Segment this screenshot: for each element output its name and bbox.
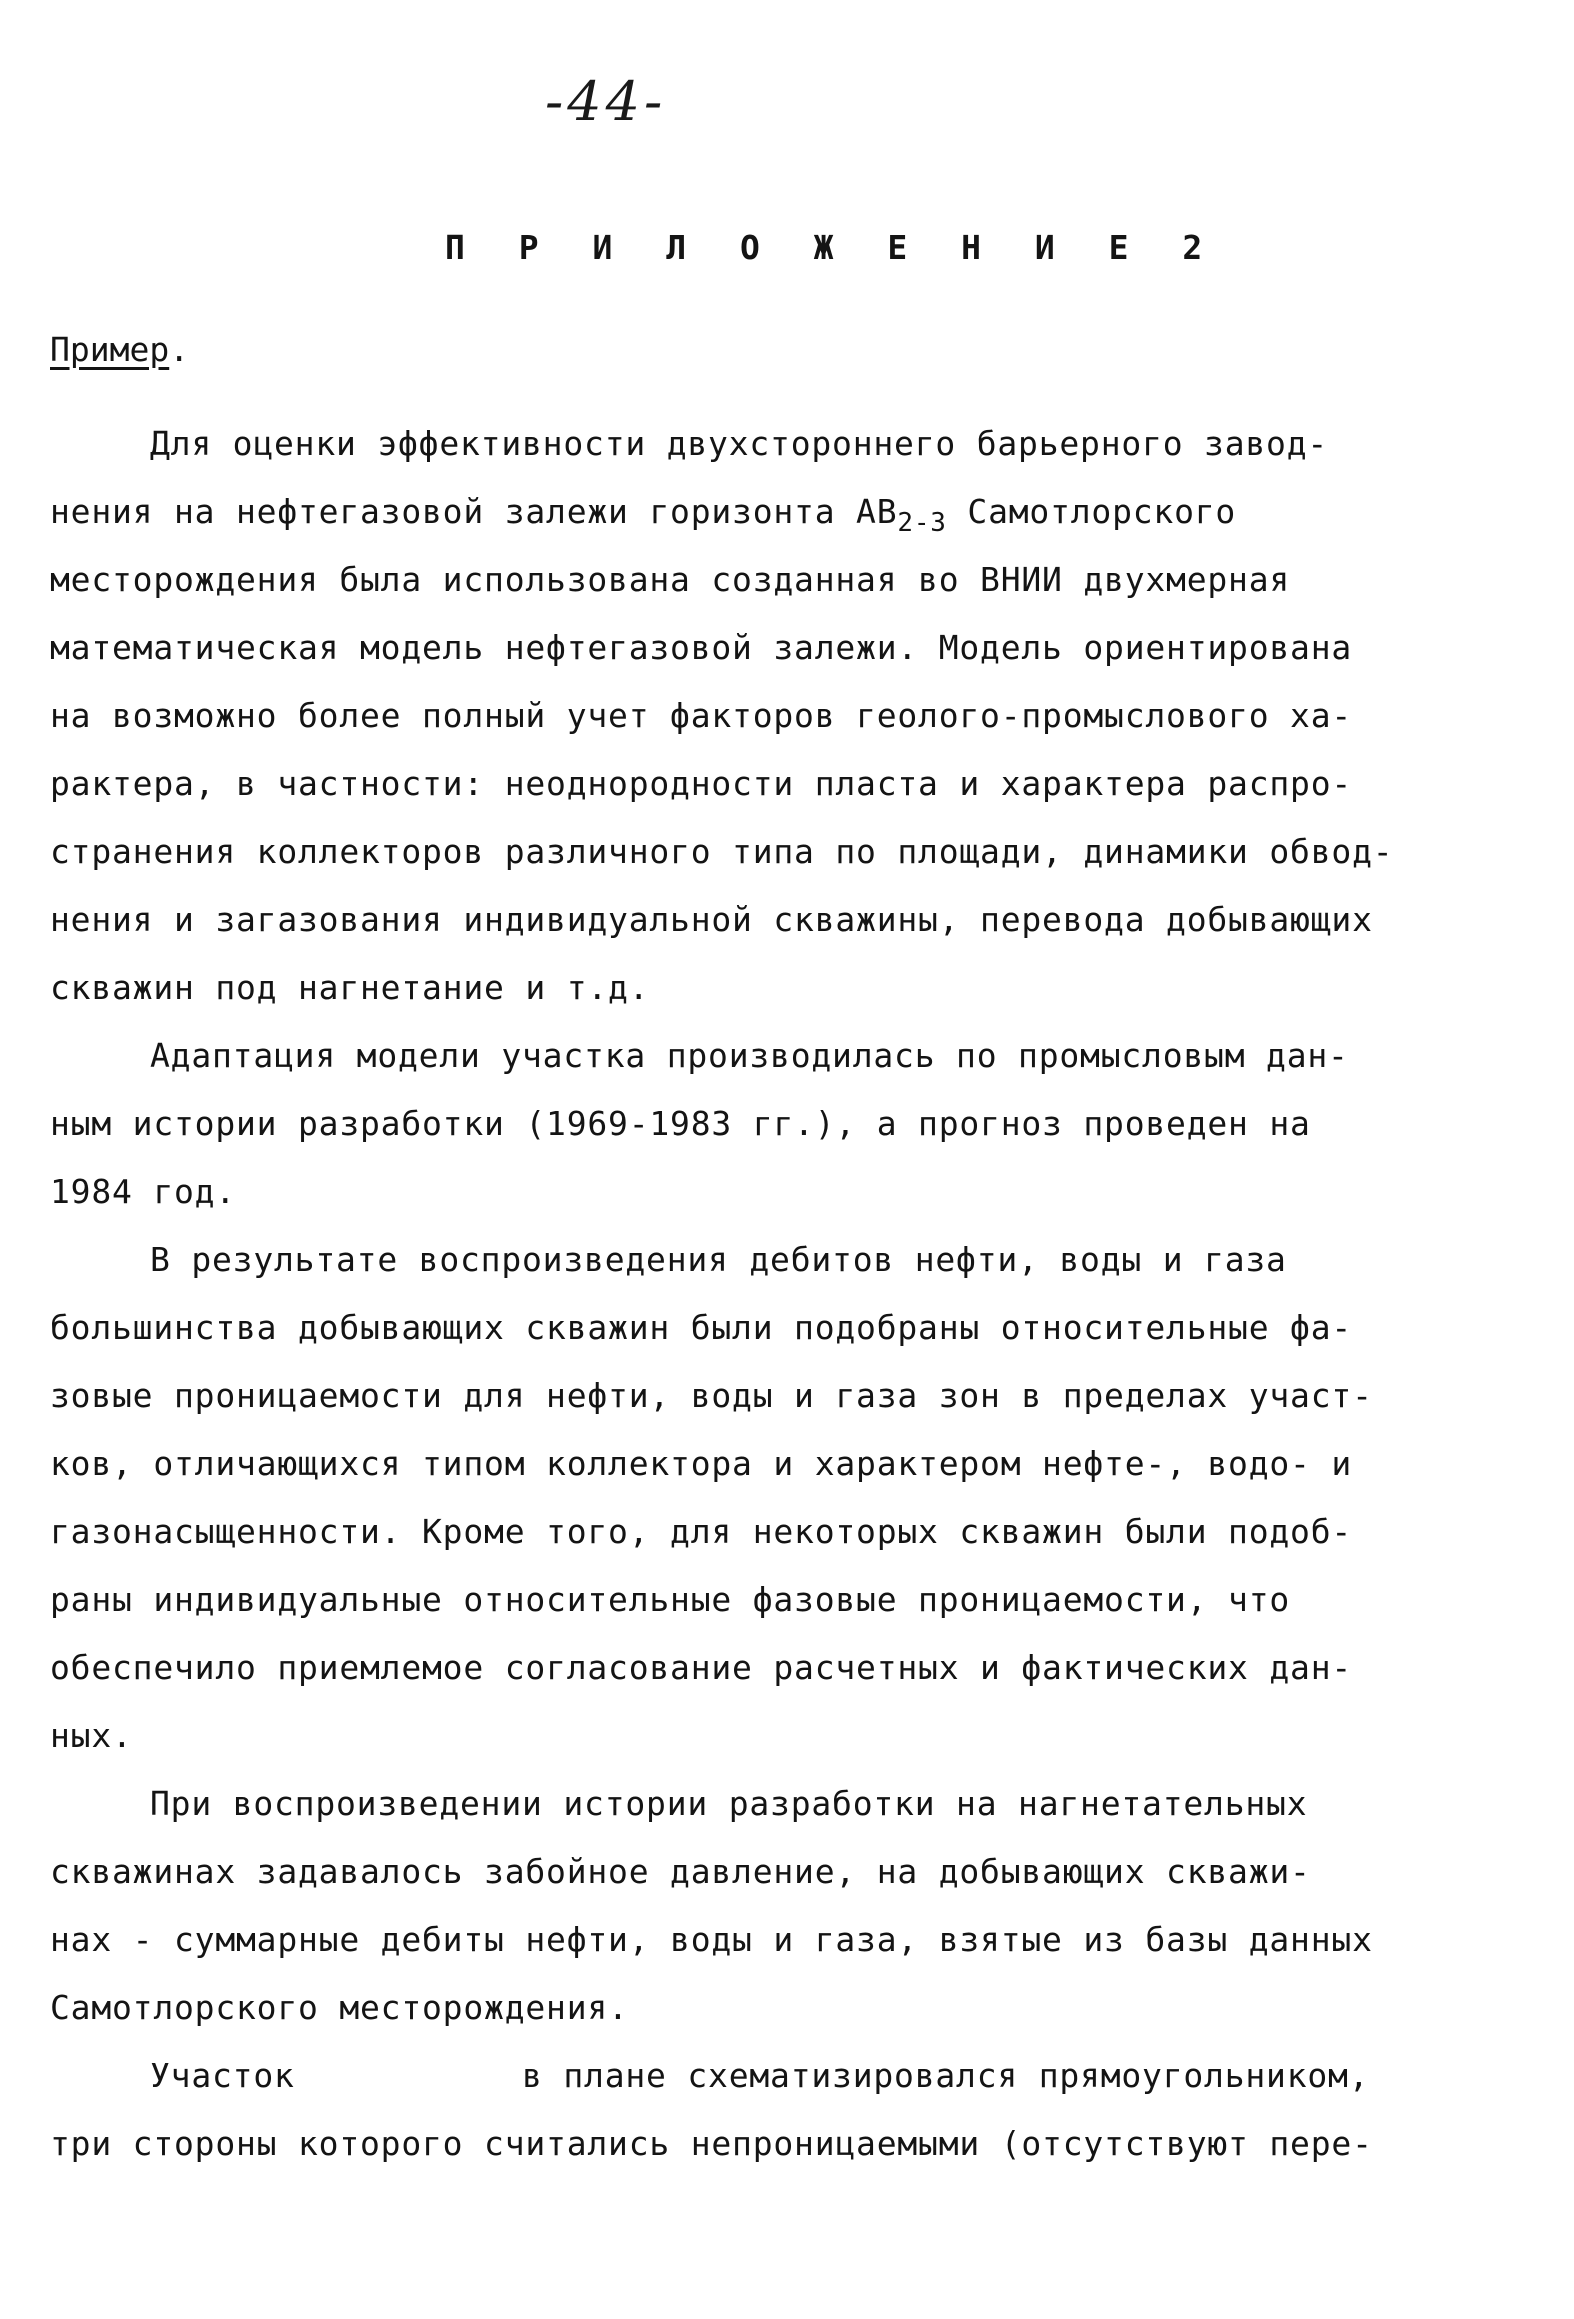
page-number: -44- bbox=[545, 70, 667, 133]
text-line: Участок в плане схематизировался прямоугольником, bbox=[150, 2056, 1370, 2095]
text-line: три стороны которого считались непроницаемыми (отсутствуют пере- bbox=[50, 2124, 1373, 2163]
text-line: на возможно более полный учет факторов геолого-промыслового ха- bbox=[50, 696, 1353, 735]
text-line: ков, отличающихся типом коллектора и характером нефте-, водо- и bbox=[50, 1444, 1353, 1483]
paragraph-4 bbox=[50, 1770, 1380, 2042]
horizon-subscript: 2-3 bbox=[897, 508, 947, 538]
text-line: нах - суммарные дебиты нефти, воды и газа, взятые из базы данных bbox=[50, 1920, 1373, 1959]
example-label-text: Пример bbox=[50, 330, 170, 369]
text-line: рактера, в частности: неоднородности пласта и характера распро- bbox=[50, 764, 1353, 803]
text-line: Для оценки эффективности двухстороннего барьерного завод- bbox=[150, 424, 1329, 463]
text-line: В результате воспроизведения дебитов нефти, воды и газа bbox=[150, 1240, 1287, 1279]
text-line: странения коллекторов различного типа по площади, динамики обвод- bbox=[50, 832, 1394, 871]
text-line: ным истории разработки (1969-1983 гг.), а прогноз проведен на bbox=[50, 1104, 1311, 1143]
paragraph-5 bbox=[50, 2042, 1380, 2178]
text-line: месторождения была использована созданная во ВНИИ двухмерная bbox=[50, 560, 1291, 599]
example-label-suffix: . bbox=[169, 330, 190, 369]
text-line: скважин под нагнетание и т.д. bbox=[50, 968, 650, 1007]
text-line: большинства добывающих скважин были подобраны относительные фа- bbox=[50, 1308, 1353, 1347]
text-line: математическая модель нефтегазовой залежи. Модель ориентирована bbox=[50, 628, 1353, 667]
example-label bbox=[50, 330, 189, 369]
text-line: газонасыщенности. Кроме того, для некоторых скважин были подоб- bbox=[50, 1512, 1353, 1551]
paragraph-1 bbox=[50, 410, 1394, 1022]
text-line-part: нения на нефтегазовой залежи горизонта АВ bbox=[50, 492, 898, 531]
text-line bbox=[50, 478, 1380, 546]
text-line: ных. bbox=[50, 1716, 133, 1755]
text-line: нения и загазования индивидуальной скважины, перевода добывающих bbox=[50, 900, 1373, 939]
text-line: При воспроизведении истории разработки на нагнетательных bbox=[150, 1784, 1308, 1823]
text-line: раны индивидуальные относительные фазовые проницаемости, что bbox=[50, 1580, 1291, 1619]
paragraph-3 bbox=[50, 1226, 1380, 1770]
text-line: обеспечило приемлемое согласование расчетных и фактических дан- bbox=[50, 1648, 1353, 1687]
text-line: скважинах задавалось забойное давление, на добывающих скважи- bbox=[50, 1852, 1311, 1891]
text-line: Адаптация модели участка производилась по промысловым дан- bbox=[150, 1036, 1349, 1075]
text-line-part: Самотлорского bbox=[946, 492, 1237, 531]
text-line: Самотлорского месторождения. bbox=[50, 1988, 629, 2027]
appendix-heading: П Р И Л О Ж Е Н И Е 2 bbox=[445, 228, 1220, 267]
body-text bbox=[50, 410, 1394, 2178]
text-line: зовые проницаемости для нефти, воды и газа зон в пределах участ- bbox=[50, 1376, 1373, 1415]
text-line: 1984 год. bbox=[50, 1172, 237, 1211]
paragraph-2 bbox=[50, 1022, 1380, 1226]
